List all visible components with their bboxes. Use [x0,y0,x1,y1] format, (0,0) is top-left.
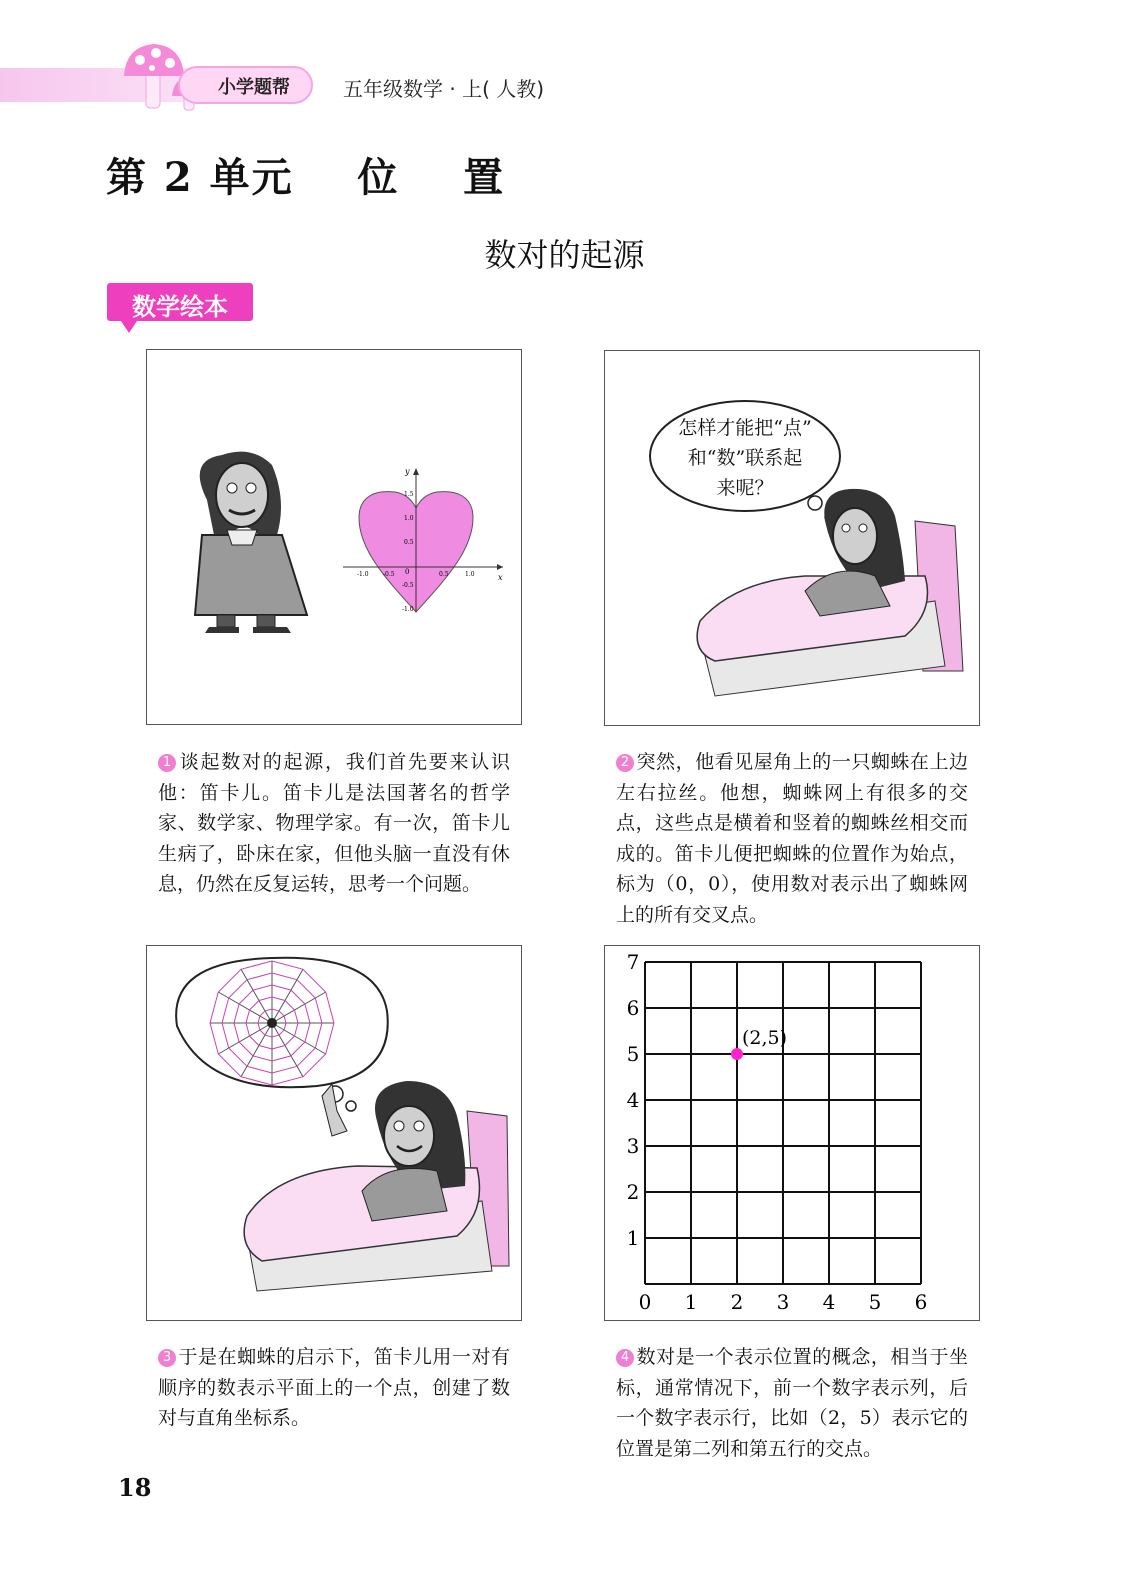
panel-3-caption [158,1342,510,1434]
panel-number-badge: 4 [616,1349,634,1367]
x-tick-label: 5 [868,1290,882,1314]
caption-text: 谈起数对的起源，我们首先要来认识他：笛卡儿。笛卡儿是法国著名的哲学家、数学家、物理学家。有一次，笛卡儿生病了，卧床在家，但他头脑一直没有休息，仍然在反复运转，思考一个问题。 [158,751,510,895]
heart-graph [343,467,503,613]
data-point [731,1048,743,1060]
heart-xlabel: x [498,573,503,582]
page-title: 数对的起源 [484,236,645,274]
speech-line: 和“数”联系起 [687,447,803,469]
caption-text: 突然，他看见屋角上的一只蜘蛛在上边左右拉丝。他想，蜘蛛网上有很多的交点，这些点是横着和竖着的蜘蛛丝相交而成的。笛卡儿便把蜘蛛的位置作为始点，标为（0，0），使用数对表示出了蜘蛛网上的所有交叉点。 [616,751,968,926]
x-tick-label: 2 [730,1290,744,1314]
panel-1 [146,349,522,725]
data-point-label: (2,5) [742,1027,788,1049]
panel-number-badge: 2 [616,754,634,772]
y-tick-label: 3 [626,1134,640,1158]
heart-xtick: 1.0 [465,571,475,578]
y-tick-label: 7 [626,950,640,974]
heart-ytick: 1.0 [404,515,414,522]
page-number: 18 [118,1473,152,1502]
header-brand: 小学题帮 [218,77,290,98]
coordinate-grid-chart [605,946,979,1320]
heart-ytick: -0.5 [402,582,414,589]
panel-3 [146,945,522,1321]
heart-origin: 0 [405,568,410,576]
heart-ytick: 1.5 [404,491,414,498]
spider-icon [267,1018,277,1028]
panel-1-illustration [147,350,521,724]
caption-text: 数对是一个表示位置的概念，相当于坐标，通常情况下，前一个数字表示列，后一个数字表示行，比如（2，5）表示它的位置是第二列和第五行的交点。 [616,1346,968,1460]
x-tick-label: 4 [822,1290,836,1314]
panel-4-caption [616,1342,968,1464]
section-tag [107,283,253,321]
heart-ytick: 0.5 [404,539,414,546]
descartes-figure [195,452,307,633]
y-tick-label: 2 [626,1180,640,1204]
y-tick-label: 6 [626,996,640,1020]
section-tag-label: 数学绘本 [132,293,228,321]
panel-1-caption [158,747,510,900]
x-tick-label: 1 [684,1290,698,1314]
panel-3-illustration [147,946,521,1320]
panel-2-illustration [605,351,979,725]
unit-title: 第 2 单元 位 置 [106,154,506,201]
panel-number-badge: 3 [158,1349,176,1367]
panel-2 [604,350,980,726]
panel-number-badge: 1 [158,754,176,772]
y-tick-label: 1 [626,1226,640,1250]
x-tick-label: 0 [638,1290,652,1314]
panel-4 [604,945,980,1321]
x-tick-label: 6 [914,1290,928,1314]
speech-line: 怎样才能把“点” [678,417,812,439]
heart-xtick: -1.0 [357,571,369,578]
speech-bubble [660,413,830,503]
heart-ytick: -1.0 [402,606,414,613]
caption-text: 于是在蜘蛛的启示下，笛卡儿用一对有顺序的数表示平面上的一个点，创建了数对与直角坐标系。 [158,1346,510,1429]
heart-xtick: -0.5 [383,571,395,578]
heart-xtick: 0.5 [439,571,449,578]
panel-2-caption [616,747,968,930]
heart-ylabel: y [405,467,410,476]
speech-line: 来呢？ [716,477,774,499]
header-subject: 五年级数学 · 上( 人教) [343,77,545,101]
y-tick-label: 4 [626,1088,640,1112]
y-tick-label: 5 [626,1042,640,1066]
x-tick-label: 3 [776,1290,790,1314]
